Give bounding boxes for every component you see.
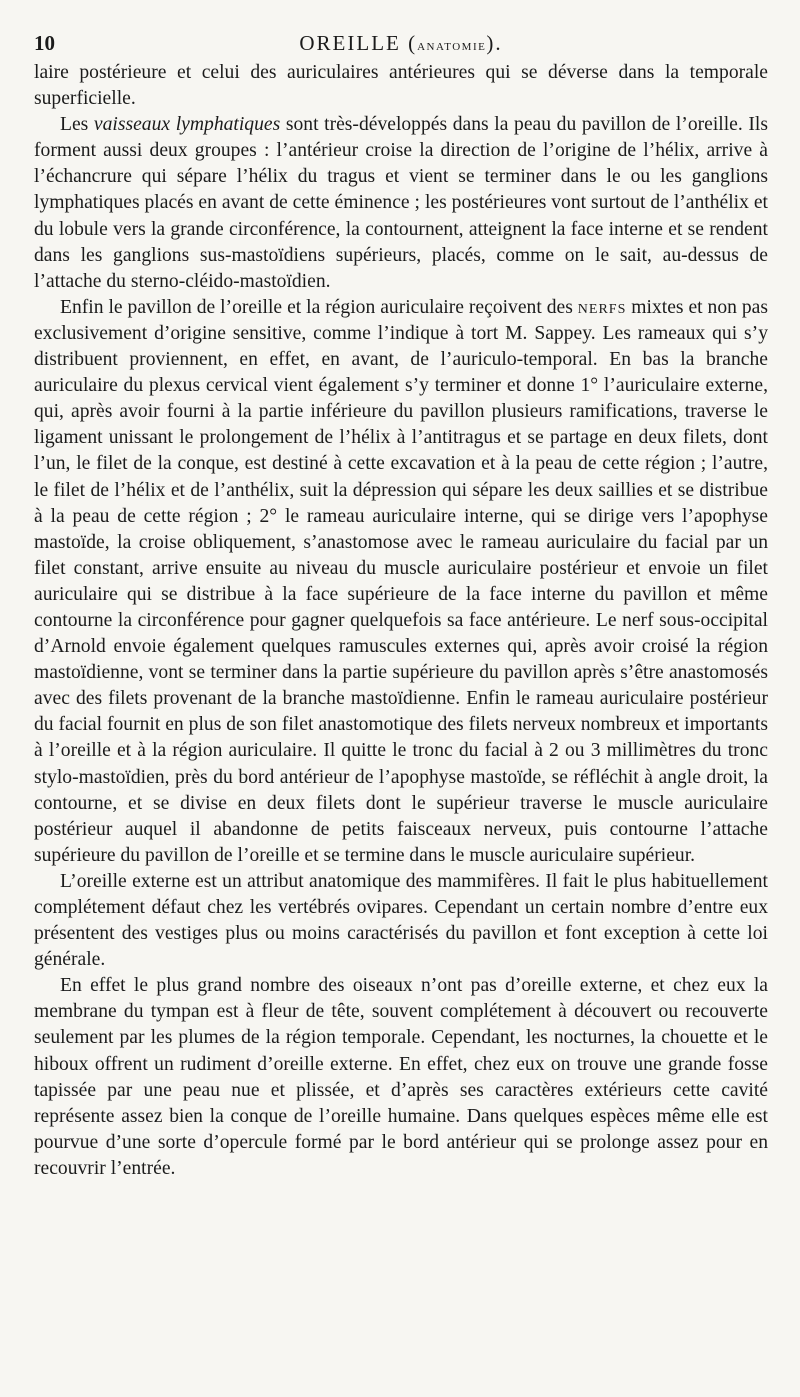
running-title-close: ).: [486, 31, 503, 55]
paragraph-external-ear: [34, 869, 768, 973]
text-run: En effet le plus grand nombre des oiseaux n’ont pas d’oreille externe, et chez eux la membrane du tympan est à fleur de tête, souvent complétement à découvert ou recouverte seulement par les plumes de la région temporale. Cependant, les nocturnes, la chouette et le hiboux offrent un rudiment d’oreille externe. En effet, chez eux on trouve une grande fosse tapissée par une peau nue et plissée, et d’après ses caractères extérieurs cette cavité représente assez bien la conque de l’oreille humaine. Dans quelques espèces même elle est pourvue d’une sorte d’opercule formé par le bord antérieur qui se prolonge assez pour en recouvrir l’entrée.: [34, 975, 768, 1179]
smallcaps-term: nerfs: [577, 296, 627, 318]
paragraph-lymphatic-vessels: [34, 112, 768, 295]
running-title: [34, 26, 768, 63]
paragraph-nerves: [34, 295, 768, 869]
running-title-main: OREILLE: [299, 31, 401, 55]
running-title-subtitle: anatomie: [417, 37, 487, 54]
text-run: Les: [60, 114, 94, 136]
text-run: Enfin le pavillon de l’oreille et la région auriculaire reçoivent des: [60, 296, 578, 318]
running-head: [34, 26, 768, 60]
body-text: [34, 60, 768, 1182]
page-number: 10: [34, 31, 55, 55]
text-run: mixtes et non pas exclusivement d’origine sensitive, comme l’indique à tort M. Sappey. Les rameaux qui s’y distribuent proviennent, en effet, en avant, de l’auriculo-temporal. En bas la branche auriculaire du plexus cervical vient également s’y terminer et donne 1° l’auriculaire externe, qui, après avoir fourni à la partie inférieure du pavillon plusieurs ramifications, traverse le ligament unissant le prolongement de l’hélix à l’antitragus et se partage en deux filets, dont l’un, le filet de la conque, est destiné à cette excavation et à la peau de cette région ; l’autre, le filet de l’hélix et de l’anthélix, suit la dépression qui sépare les deux saillies et se distribue à la peau de cette région ; 2° le rameau auriculaire interne, qui se dirige vers l’apophyse mastoïde, la croise obliquement, s’anastomose avec le rameau auriculaire du facial par un filet constant, arrive ensuite au niveau du muscle auriculaire postérieur et envoie un filet auriculaire qui se distribue à la face supérieure de la face interne du pavillon et même contourne la circonférence pour gagner quelquefois sa face antérieure. Le nerf sous-occipital d’Arnold envoie également quelques ramuscules externes qui, après avoir croisé la région mastoïdienne, vont se terminer dans la partie supérieure du pavillon après s’être anastomosés avec des filets provenant de la branche mastoïdienne. Enfin le rameau auriculaire postérieur du facial fournit en plus de son filet anastomotique des filets nerveux nombreux et importants à l’oreille et à la région auriculaire. Il quitte le tronc du facial à 2 ou 3 millimètres du tronc stylo-mastoïdien, près du bord antérieur de l’apophyse mastoïde, se réfléchit à angle droit, la contourne, et se divise en deux filets dont le supérieur traverse le muscle auriculaire postérieur auquel il abandonne de petits faisceaux nerveux, puis contourne l’attache supérieure du pavillon de l’oreille et se termine dans le muscle auriculaire supérieur.: [34, 296, 768, 866]
paragraph-birds: [34, 973, 768, 1182]
text-run: L’oreille externe est un attribut anatomique des mammifères. Il fait le plus habituellement complétement défaut chez les vertébrés ovipares. Cependant un certain nombre d’entre eux présentent des vestiges plus ou moins caractérisés du pavillon et font exception à cette loi générale.: [34, 870, 768, 971]
paragraph-continued: [34, 60, 768, 112]
running-title-open: (: [400, 31, 418, 55]
italic-term: vaisseaux lymphatiques: [93, 114, 281, 136]
text-run: laire postérieure et celui des auriculaires antérieures qui se déverse dans la temporale superficielle.: [34, 62, 768, 110]
text-run: sont très-développés dans la peau du pavillon de l’oreille. Ils forment aussi deux groupes : l’antérieur croise la direction de l’origine de l’hélix, arrive à l’échancrure qui sépare l’hélix du tragus et vient se terminer dans le ou les ganglions lymphatiques placés en avant de cette éminence ; les postérieures vont surtout de l’anthélix et du lobule vers la grande circonférence, la contournent, atteignent la face interne et se rendent dans les ganglions sus-mastoïdiens supérieurs, placés, comme on le sait, au-dessus de l’attache du sterno-cléido-mastoïdien.: [34, 114, 768, 292]
book-page: [34, 26, 768, 1182]
